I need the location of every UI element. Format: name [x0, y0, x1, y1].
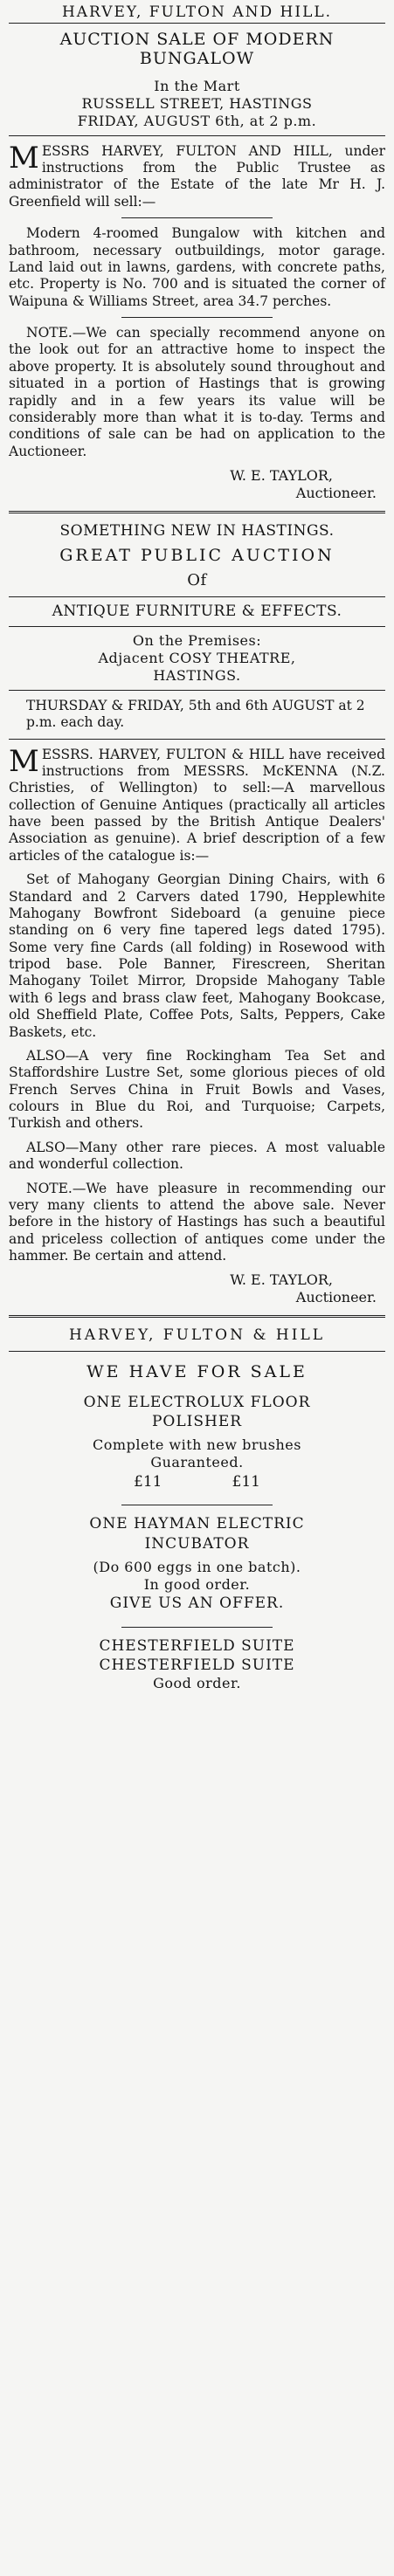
ad-title	[9, 31, 385, 69]
item-2-line-5: GIVE US AN OFFER.	[109, 1594, 285, 1612]
venue-line-1: In the Mart	[154, 77, 240, 94]
auctioneer-signature: W. E. TAYLOR,	[230, 467, 333, 485]
item-1-line-2: POLISHER	[151, 1413, 243, 1431]
item-3-line-1: CHESTERFIELD SUITE	[99, 1636, 295, 1655]
ad-subject: ANTIQUE FURNITURE & EFFECTS.	[52, 602, 342, 620]
also-paragraph-1: ALSO—A very fine Rockingham Tea Set and Staffordshire Lustre Set, some glorious pieces of old French Serves China in Fruit Bowls and Vases, colours in Blue du Roi, and Turquoise; Carpets, Turkish and others.	[9, 1047, 385, 1132]
divider	[9, 626, 385, 627]
ad-title: WE HAVE FOR SALE	[86, 1362, 308, 1382]
item-2-line-4: In good order.	[143, 1575, 251, 1593]
also-paragraph-2: ALSO—Many other rare pieces. A most valuable and wonderful collection.	[9, 1139, 385, 1173]
item-1-prices	[9, 1473, 385, 1491]
auctioneer-signature: W. E. TAYLOR,	[230, 1271, 333, 1289]
item-2-line-2: INCUBATOR	[144, 1534, 250, 1553]
venue-line-2: RUSSELL STREET, HASTINGS	[81, 94, 313, 112]
item-3-line-2: CHESTERFIELD SUITE	[99, 1656, 295, 1674]
premises-line-2: Adjacent COSY THEATRE,	[98, 649, 296, 666]
item-2-line-3: (Do 600 eggs in one batch).	[93, 1558, 301, 1575]
divider	[9, 690, 385, 691]
divider	[9, 739, 385, 740]
item-3-line-3: Good order.	[153, 1674, 241, 1691]
ad-title: GREAT PUBLIC AUCTION	[59, 546, 335, 566]
price: £11	[232, 1473, 260, 1491]
ad-title-line-1: AUCTION SALE OF MODERN	[59, 30, 335, 49]
item-1-line-3: Complete with new brushes	[93, 1436, 301, 1454]
divider	[121, 1627, 272, 1628]
auctioneer-role: Auctioneer.	[295, 1289, 377, 1306]
ad-kicker: SOMETHING NEW IN HASTINGS.	[59, 522, 335, 541]
premises-line-1: On the Premises:	[132, 631, 262, 649]
auction-ad-bungalow	[9, 3, 385, 502]
divider	[121, 217, 272, 218]
ad-title-line-2: BUNGALOW	[139, 48, 255, 68]
auction-ad-antiques	[9, 522, 385, 1306]
firm-heading: HARVEY, FULTON & HILL	[68, 1326, 326, 1345]
auctioneer-role: Auctioneer.	[295, 485, 377, 502]
premises-line-3: HASTINGS.	[153, 666, 241, 684]
price: £11	[134, 1473, 162, 1491]
divider	[9, 596, 385, 597]
intro-paragraph: MESSRS. HARVEY, FULTON & HILL have received instructions from MESSRS. McKENNA (N.Z. Christies, of Wellington) to sell:—A marvellous collection of Genuine Antiques (practically all articles have been passed by the British Antique Dealers' Association as genuine). A brief description of a few articles of the catalogue is:—	[9, 743, 385, 864]
intro-paragraph: MESSRS HARVEY, FULTON AND HILL, under instructions from the Public Trustee as administrator of the Estate of the late Mr H. J. Greenfield will sell:—	[9, 140, 385, 210]
section-divider	[9, 511, 385, 513]
divider	[9, 135, 385, 136]
note-paragraph: NOTE.—We can specially recommend anyone on the look out for an attractive home to inspect the above property. It is absolutely sound throughout and situated in a portion of Hastings that is growing rapidly and in a few years its value will be considerably more than what it is to-day. Terms and conditions of sale can be had on application to the Auctioneer.	[9, 325, 385, 459]
item-1-line-1: ONE ELECTROLUX FLOOR	[83, 1394, 311, 1412]
sale-date: THURSDAY & FRIDAY, 5th and 6th AUGUST at 2 p.m. each day.	[26, 697, 365, 731]
section-divider	[9, 1315, 385, 1318]
catalogue-paragraph: Set of Mahogany Georgian Dining Chairs, with 6 Standard and 2 Carvers dated 1790, Hepplewhite Mahogany Bowfront Sideboard (a genuine piece standing on 6 very fine tapered legs dated 1795). Some very fine Cards (all folding) in Rosewood with tripod base. Pole Banner, Firescreen, Sheritan Mahogany Toilet Mirror, Dropside Mahogany Table with 6 legs and brass claw feet, Mahogany Bookcase, old Sheffield Plate, Coffee Pots, Salts, Peppers, Cake Baskets, etc.	[9, 871, 385, 1040]
divider	[121, 317, 272, 318]
note-paragraph: NOTE.—We have pleasure in recommending our very many clients to attend the above sale. Never before in the history of Hastings has such a beautiful and priceless collection of antiques come under the hammer. Be certain and attend.	[9, 1180, 385, 1264]
item-2-line-1: ONE HAYMAN ELECTRIC	[89, 1515, 305, 1533]
for-sale-ad	[9, 1326, 385, 1691]
ad-title-of: Of	[187, 571, 207, 590]
property-description: Modern 4-roomed Bungalow with kitchen and bathroom, necessary outbuildings, motor garage. Land laid out in lawns, gardens, with concrete paths, etc. Property is No. 700 and is situated the corner of Waipuna & Williams Street, area 34.7 perches.	[9, 225, 385, 309]
firm-heading: HARVEY, FULTON AND HILL.	[9, 3, 385, 24]
item-1-line-4: Guaranteed.	[150, 1454, 244, 1471]
sale-date: FRIDAY, AUGUST 6th, at 2 p.m.	[77, 112, 317, 129]
divider	[9, 1351, 385, 1352]
